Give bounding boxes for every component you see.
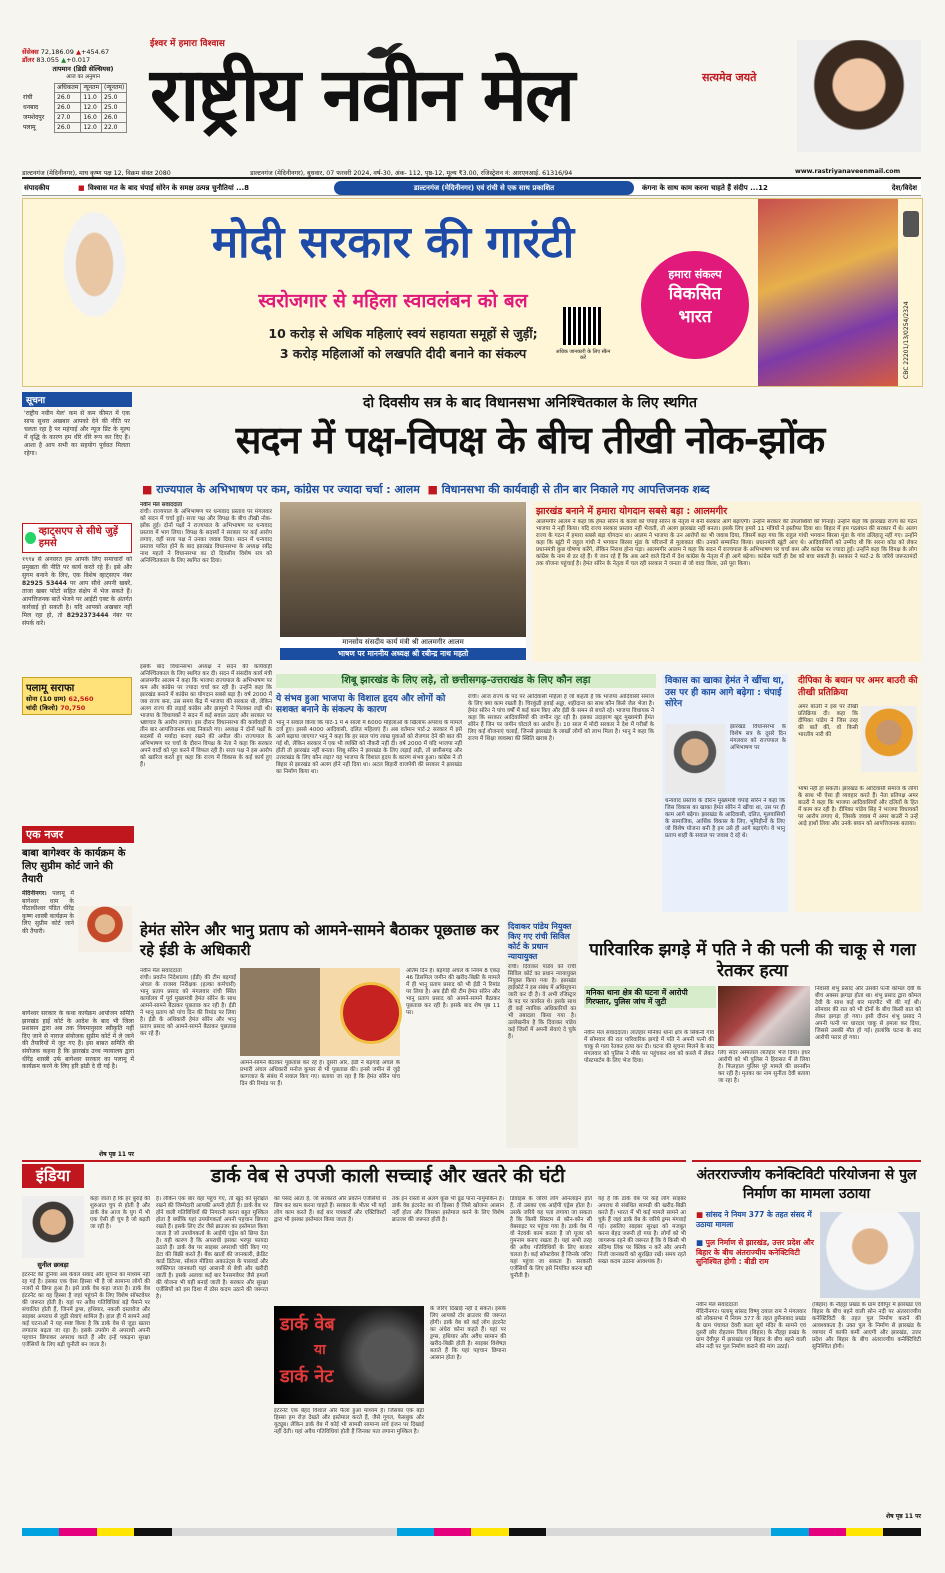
qr-caption: अधिक जानकारी के लिए स्कैन करें [555, 349, 611, 361]
lead-col-1b: इसके बाद विधानसभा अध्यक्ष ने सदन की कार्यवाही अनिश्चितकाल के लिए स्थगित कर दी। सदन में संसदीय कार्य मंत्री आलमगीर आलम ने कहा कि भाजपा राज्यपाल के अभिभाषण पर कम और कांग्रेस पर ज्यादा चर्चा कर रही है। उन्होंने कहा कि झारखंड बनाने में कांग्रेस का योगदान सबसे बड़ा है। वर्ष 2000 में जब राज्य बना, उस समय केंद्र में भाजपा की सरकार थी, लेकिन अलग राज्य की लड़ाई कांग्रेस और झामुमो ने मिलकर लड़ी थी। भाजपा के विधायकों ने सदन में कई सवाल उठाए और सरकार पर भ्रष्टाचार के आरोप लगाए। इस दौरान विधानसभा की कार्यवाही से तीन बार आपत्तिजनक शब्द निकाले गए। अध्यक्ष ने दोनों पक्षों के सदस्यों से मर्यादा बनाए रखने की अपील की। राज्यपाल के अभिभाषण पर चर्चा के दौरान विपक्ष के नेता ने कहा कि सरकार अपने वादों को पूरा करने में विफल रही है। सत्ता पक्ष ने इस आरोप को खारिज करते हुए कहा कि राज्य में विकास के कई कार्य हुए हैं। [140, 664, 272, 768]
notice-title: सूचना [22, 392, 132, 407]
lead-bullet-1: राज्यपाल के अभिभाषण पर कम, कांग्रेस पर ज्यादा चर्चा : आलम [156, 483, 420, 496]
family-headline[interactable]: पारिवारिक झगड़े में पति ने की पत्नी की चाकू से गला रेतकर हत्या [589, 940, 916, 981]
sarafa-box [22, 677, 132, 715]
silver-value: 70,750 [60, 704, 86, 712]
eknazar-dateline: मेदिनीनगर। [22, 890, 47, 897]
temp-header: (न्यूनतम) [102, 84, 127, 93]
temp-min: 12.0 [81, 123, 102, 133]
masthead-motto: सत्यमेव जयते [702, 71, 757, 84]
intl-bullet-1: ■ सांसद ने नियम 377 के तहत संसद में उठाया मामला [696, 1210, 812, 1229]
darkweb-graphic [274, 1306, 424, 1404]
temp-n: 22.0 [102, 123, 127, 133]
temperature-table [22, 83, 127, 133]
diwakar-box: दिवाकर पांडेय नियुक्त किए गए रांची सिविल कोर्ट के प्रधान न्यायायुक्त रांची। दिवाकर पांडेय को रांची सिविल कोर्ट का प्रधान न्यायायुक्त नियुक्त किया गया है। झारखंड हाईकोर्ट ने इस संबंध में अधिसूचना जारी कर दी है। वे अभी रजिस्ट्रार के पद पर कार्यरत थे। इसके साथ ही कई न्यायिक अधिकारियों का भी तबादला किया गया है। उल्लेखनीय है कि दिवाकर पांडेय कई जिलों में अपनी सेवाएं दे चुके हैं। [506, 920, 578, 1148]
continued-label[interactable]: शेष पृष्ठ 11 पर [99, 1151, 134, 1158]
temp-min: 16.0 [81, 113, 102, 123]
lead-byline: नवीन मेल संवाददाता [140, 502, 183, 508]
whatsapp-number[interactable]: 82925 53444 [22, 580, 67, 587]
sarafa-title: पलामू सराफा [26, 683, 75, 694]
temp-n: 25.0 [102, 93, 127, 103]
temperature-note: आज का अनुमान [66, 74, 100, 80]
dollar-change: +0.017 [66, 56, 91, 64]
dateline: डाल्टनगंज (मेदिनीनगर), बुधवार, 07 फरवरी 2024, वर्ष-30, अंक- 112, पृष्ठ-12, मूल्य ₹3.00, रजिस्ट्रेशन नं: आरएनआई. 61316/94 [250, 170, 573, 177]
teaser-right[interactable]: कंगना के साथ काम करना चाहते हैं संदीप ...12 [642, 184, 768, 192]
hemant-ed-photo [240, 968, 400, 1056]
lead-col-1: नवीन मेल संवाददाता रांची। राज्यपाल के अभिभाषण पर धन्यवाद प्रस्ताव पर मंगलवार को सदन में चर्चा हुई। सत्ता पक्ष और विपक्ष के बीच तीखी नोक-झोंक हुई। दोनों पक्षों ने राज्यपाल के अभिभाषण पर धन्यवाद प्रस्ताव में भाग लिया। विपक्ष के सदस्यों ने सरकार पर कई आरोप लगाए, वहीं सत्ता पक्ष ने उनका जवाब दिया। सदन में धन्यवाद प्रस्ताव पारित होने के बाद झारखंड विधानसभा के अध्यक्ष रबींद्र नाथ महतो ने विधानसभा का दो दिवसीय विशेष सत्र को अनिश्चितकाल के लिए स्थगित कर दिया। [140, 502, 272, 564]
ad-subline: स्वरोजगार से महिला स्वावलंबन को बल [258, 290, 528, 312]
vikas-box: विकास का खाका हेमंत ने खींचा था, उस पर ही काम आगे बढ़ेगा : चंपाई सोरेन झारखंड विधानसभा के विशेष सत्र के दूसरे दिन मंगलवार को राज्यपाल के अभिभाषण पर धन्यवाद प्रस्ताव के दौरान मुख्यमंत्री चंपाई सोरेन ने कहा कि जिस विकास का खाका हेमंत सोरेन ने खींचा था, उस पर ही काम आगे बढ़ेगा। झारखंड के आदिवासी, दलित, मूलवासियों के सामाजिक, आर्थिक विकास के लिए, भूमिहीनों के लिए जो विशेष योजना बनी है हम उसे ही आगे बढ़ाएंगे। ये भानु प्रताप शाही के सवाल पर जवाब दे रहे थे। [662, 674, 788, 912]
ad-photo [758, 199, 898, 386]
newspaper-title: राष्ट्रीय नवीन मेल [150, 52, 574, 138]
ad-headline: मोदी सरकार की गारंटी [211, 217, 575, 268]
badge-bottom: भारत [678, 307, 712, 327]
photo-caption-1: मानसोय संसदीय कार्य मंत्री श्री आलमगीर आलम [280, 637, 526, 648]
divider [22, 177, 921, 179]
dollar-value: 83.055 [36, 56, 60, 64]
edition-strip: डाल्टनगंज (मेदिनीनगर) एवं रांची से एक साथ प्रकाशित [334, 181, 634, 195]
temp-max: 26.0 [55, 123, 81, 133]
photo-caption-2: भाषण पर माननीय अध्यक्ष श्री रबीन्द्र नाथ महतो [280, 648, 526, 660]
ad-banner[interactable] [22, 198, 923, 387]
whatsapp-number-2[interactable]: 8292373444 [66, 612, 109, 619]
print-color-bar [22, 1528, 921, 1536]
teaser-strip: संपादकीय ■ विश्वास मत के बाद चंपाई सोरेन के समक्ष उत्पन्न चुनौतियां ...8 डाल्टनगंज (मेदिनीनगर) एवं रांची से एक साथ प्रकाशित कंगना के साथ काम करना चाहते हैं संदीप ...12 देश/विदेश [22, 181, 921, 196]
deepika-headline[interactable]: दीपिका के बयान पर अमर बाउरी की तीखी प्रतिक्रिया [798, 676, 918, 698]
temperature-title: तापमान (डिग्री सेल्सियस) [52, 65, 114, 73]
eknazar-title: एक नजर [22, 826, 134, 843]
website: www.rastriyanaveenmail.com [795, 168, 901, 175]
temp-city: जमशेदपुर [23, 113, 45, 121]
ad-portrait [23, 199, 153, 386]
teaser-left[interactable]: विश्वास मत के बाद चंपाई सोरेन के समक्ष उत्पन्न चुनौतियां ...8 [88, 184, 249, 192]
darkweb-headline[interactable]: डार्क वेब से उपजी काली सच्चाई और खतरे की घंटी [211, 1165, 565, 1187]
section-left: संपादकीय [24, 184, 50, 192]
darkweb-graphic-line2: या [314, 1342, 326, 1358]
shibu-headline-bar [276, 674, 656, 688]
hemant-headline[interactable]: हेमंत सोरेन और भानु प्रताप को आमने-सामने बैठाकर पूछताछ कर रहे ईडी के अधिकारी [140, 921, 499, 959]
intl-headline[interactable]: अंतरराज्जीय कनेक्टिविटी परियोजना से पुल निर्माण का मामला उठाया [696, 1167, 917, 1202]
ed-logo-icon [340, 982, 402, 1044]
badge-top: हमारा संकल्प [668, 268, 722, 281]
badge-mid: विकसित [668, 284, 722, 304]
sensex-value: 72,186.09 [40, 48, 74, 56]
left-column: सूचना 'राष्ट्रीय नवीन मेल' कम से कम कीमत में एक साफ सुथरा अखबार आपको देने की नीति पर चलता रहा है पर महंगाई और न्यूज प्रिंट के मूल्य में वृद्धि के कारण हम धीरे धीरे रूप कर दिए हैं। आशा है आप सभी का सहयोग पूर्ववत मिलता रहेगा। व्हाट्सएप से सीधे जुड़ें हमसे १९९४ से अनवरत हम आपके लिए समाचारों को प्रमुखता की नीति पर कार्य करते रहे हैं। इसे और सुगम बनाने के लिए, एक विशेष व्हाट्सएप नंबर 82925 53444 पर आप सीधे अपनी खबरें, ताजा खबर फोटो सहित संक्षेप में भेज सकते हैं। आपत्तिजनक बातें भेजने पर आईटी एक्ट के अंतर्गत कार्रवाई हो सकती है। यदि आपको अखबार नहीं मिल रहा हो, तो 8292373444 नंबर पर संपर्क करें। पलामू सराफा सोना (10 ग्राम) 62,560 चांदी (किलो) 70,750 [22, 392, 132, 812]
temp-max: 26.0 [55, 103, 81, 113]
india-section-label: इंडिया [22, 1164, 84, 1188]
lead-bullet-2: विधानसभा की कार्यवाही से तीन बार निकाले गए आपत्तिजनक शब्द [441, 483, 710, 496]
temp-city: धनबाद [23, 103, 39, 111]
whatsapp-title: व्हाट्सएप से सीधे जुड़ें हमसे [38, 526, 119, 549]
champai-photo [665, 724, 725, 794]
intl-bullet-1-text: सांसद ने नियम 377 के तहत संसद में उठाया मामला [696, 1210, 812, 1229]
divider [692, 1160, 921, 1162]
eknazar-headline[interactable]: बाबा बागेश्वर के कार्यक्रम के लिए सुप्रीम कोर्ट जाने की तैयारी [22, 848, 126, 885]
amar-photo [861, 706, 917, 772]
temp-header: न्यूनतम [81, 84, 102, 93]
author-photo [22, 1196, 84, 1258]
knife-photo [718, 986, 810, 1046]
bageshwar-photo [78, 906, 132, 952]
shibu-headline[interactable]: शिबू झारखंड के लिए लड़े, तो छत्तीसगढ़-उत्तराखंड के लिए कौन लड़ा [341, 675, 591, 686]
eknazar-column: एक नजर बाबा बागेश्वर के कार्यक्रम के लिए सुप्रीम कोर्ट जाने की तैयारी मेदिनीनगर। पलामू में बागेश्वर धाम के पीठाधीश्वर पंडित धीरेंद्र कृष्ण शास्त्री कार्यक्रम के लिए सुप्रीम कोर्ट जाने की तैयारी। बागेश्वर सरकार के कथा कार्यक्रम आयोजन समिति झारखंड हाई कोर्ट के आदेश के बाद भी जिला प्रशासन द्वारा अब तक नियमानुसार स्वीकृति नहीं दिए जाने से नाराज संयोजक सुप्रीम कोर्ट में ले जाने की तैयारियों में जुट गए हैं। इस बाबत समिति की संयोजक कहना है कि झारखंड उच्च न्यायालय द्वारा धीरेंद्र शास्त्री उर्फ बागेश्वर सरकार का पलामू में कार्यक्रम करने के लिए हरि झंडी दे दी गई है। शेष पृष्ठ 11 पर [22, 828, 134, 1158]
intl-bullet-2-text: पुल निर्माण से झारखंड, उत्तर प्रदेश और बिहार के बीच अंतराज्यीय कनेक्टिविटी सुनिश्चित होगी : बीडी राम [696, 1238, 814, 1266]
intl-bullet-2: ■ पुल निर्माण से झारखंड, उत्तर प्रदेश और बिहार के बीच अंतराज्यीय कनेक्टिविटी सुनिश्चित होगी : बीडी राम [696, 1238, 814, 1266]
alamgir-box: झारखंड बनाने में हमारा योगदान सबसे बड़ा : आलमगीर आलमगीर आलम ने कहा कि हेमंत सोरेन के कार्यों को चंपाई सोरेन के नेतृत्व में बनी सरकार आगे बढ़ाएगी। उन्होंने सरकार की उपलब्धियों को गिनाई। उन्होंने कहा कि झारखंड राज्य का गठन भाजपा ने नहीं किया। यदि राज्य सरकार प्रस्ताव नहीं भेजती, तो अलग झारखंड नहीं बनता। इसके लिए हमारे 11 मंत्रियों ने इस्तीफा दिया था। बिहार में हम गठबंधन की सरकार में थे। अलग राज्य के गठन में हमारा सबसे बड़ा योगदान था। आलम ने भाजपा के उन आरोपों का भी जवाब दिया, जिसमें कहा गया कि राहुल गांधी भगवान बिरसा मुंडा के गांव उलिहातू नहीं गए। उन्होंने कहा कि खूंटी में राहुल गांधी ने भगवान बिरसा मुंडा के परिजनों से मुलाकात की। उनको सम्मानित किया। प्रधानमंत्री खूंटी आए थे। आदिवासियों को उम्मीद थी कि सरना कोड को लेकर प्रधानमंत्री कुछ घोषणा करेंगे, लेकिन निराश होना पड़ा। आलमगीर आलम ने कहा कि सदन में राज्यपाल के अभिभाषण पर चर्चा कम और कांग्रेस पर ज्यादा हुई। उन्होंने कहा कि विपक्ष के लोग कांग्रेस के नाम से डर रहे हैं। ये जान रहे हैं कि अब आने वाले दिनों में देश कांग्रेस के नेतृत्व में ही आगे बढ़ेगा। कांग्रेस पार्टी ही देश को बचा सकती है। सरकार ने फार्ट-2 के जरिये जरूरतमंदों तक योजना पहुंचाई है। हेमंत सोरेन के नेतृत्व में चल रही सरकार ने जनता से जो वादा किया, उसे पूरा किया। [532, 502, 921, 662]
left-dateline: डाल्टनगंज (मेदिनीनगर), माघ कृष्ण पक्ष 12, विक्रम संवत 2080 [22, 170, 171, 177]
temp-max: 26.0 [55, 93, 81, 103]
darkweb-graphic-line1: डार्क वेब [280, 1314, 335, 1335]
ad-code: CBC 22201/13/0254/2324 [903, 301, 910, 379]
assembly-photo [280, 502, 526, 660]
whatsapp-box[interactable] [22, 523, 132, 553]
sensex-change: +454.67 [80, 48, 110, 56]
notice-body: 'राष्ट्रीय नवीन मेल' कम से कम कीमत में एक साफ सुथरा अखबार आपको देने की नीति पर चलता रहा है पर महंगाई और न्यूज प्रिंट के मूल्य में वृद्धि के कारण हम धीरे धीरे रूप कर दिए हैं। आशा है आप सभी का सहयोग पूर्ववत मिलता रहेगा। [24, 410, 130, 457]
section-right: देश/विदेश [891, 184, 917, 192]
dollar-label: डॉलर [22, 56, 35, 64]
darkweb-graphic-line3: डार्क नेट [280, 1366, 334, 1387]
whatsapp-icon [25, 532, 36, 544]
gold-label: सोना (10 ग्राम) [26, 695, 67, 703]
lead-bullets: ■ राज्यपाल के अभिभाषण पर कम, कांग्रेस पर ज्यादा चर्चा : आलम ■ विधानसभा की कार्यवाही से तीन बार निकाले गए आपत्तिजनक शब्द [142, 483, 710, 496]
temp-city: रांची [23, 93, 33, 101]
gold-value: 62,560 [68, 695, 94, 703]
author-name: सुनील छावड़ा [37, 1261, 69, 1269]
temp-n: 25.0 [102, 103, 127, 113]
temp-max: 27.0 [55, 113, 81, 123]
family-subhead: मनिका थाना क्षेत्र की घटना में आरोपी गिरफ्तार, पुलिस जांच में जुटी [584, 986, 716, 1008]
market-box: सेंसेक्स 72,186.09 ▲+454.67 डॉलर 83.055 ▲+0.017 तापमान (डिग्री सेल्सियस) आज का अनुमान अधिकतम न्यूनतम (न्यूनतम) रांची 26.0 11.0 25.0 धनबाद 26.0 12.0 25.0 जमशेदपुर 27.0 16.0 26.0 पलामू 26.0 12.0 22.0 [22, 48, 144, 133]
temp-city: पलामू [23, 123, 36, 131]
divider [22, 1160, 686, 1162]
bd-ram-photo [820, 1212, 920, 1298]
diwakar-headline[interactable]: दिवाकर पांडेय नियुक्त किए गए रांची सिविल कोर्ट के प्रधान न्यायायुक्त [508, 922, 572, 961]
columnist-photo [797, 40, 921, 152]
temp-header: अधिकतम [55, 84, 81, 93]
temp-n: 26.0 [102, 113, 127, 123]
shibu-subhead: ये संभव हुआ भाजपा के विशाल हृदय और लोगों को सशक्त बनाने के संकल्प के कारण [276, 694, 446, 715]
temp-min: 11.0 [81, 93, 102, 103]
masthead-tagline: ईश्वर में हमारा विश्वास [150, 39, 225, 49]
silver-label: चांदी (किलो) [26, 704, 58, 712]
intl-continued[interactable]: शेष पृष्ठ 11 पर [886, 1513, 921, 1520]
sensex-label: सेंसेक्स [22, 48, 39, 56]
lead-kicker: दो दिवसीय सत्र के बाद विधानसभा अनिश्चितकाल के लिए स्थगित [363, 395, 697, 411]
lead-headline[interactable]: सदन में पक्ष-विपक्ष के बीच तीखी नोक-झोंक [235, 418, 825, 462]
deepika-box: दीपिका के बयान पर अमर बाउरी की तीखी प्रतिक्रिया अमर बाउरी ने इस पर तीखी प्रतिक्रिया दी। कहा कि दीपिका पांडेय ने जिस तरह की बातें कीं, वो किसी भारतीय नारी की भाषा नहीं हो सकती। झारखंड के आदिवासी समाज के लोगों के साथ भी ऐसा ही व्यवहार करते हैं। नेता प्रतिपक्ष अमर बाउरी ने कहा कि भाजपा आदिवासियों और दलितों के हित में काम कर रही है। दीपिका पांडेय सिंह ने भाजपा विधायकों पर आरोप लगाए थे, जिसके जवाब में अमर बाउरी ने उन्हें आड़े हाथों लिया और उनके बयान को आपत्तिजनक बताया। [795, 674, 921, 912]
sankalp-badge [641, 251, 749, 359]
ad-line1: 10 करोड़ से अधिक महिलाएं स्वयं सहायता समूहों से जुड़ीं; [268, 326, 538, 341]
alamgir-headline[interactable]: झारखंड बनाने में हमारा योगदान सबसे बड़ा : आलमगीर [536, 506, 728, 517]
temp-min: 12.0 [81, 103, 102, 113]
emblem-icon [903, 211, 919, 237]
vikas-headline[interactable]: विकास का खाका हेमंत ने खींचा था, उस पर ही काम आगे बढ़ेगा : चंपाई सोरेन [665, 676, 785, 709]
ad-line2: 3 करोड़ महिलाओं को लखपति दीदी बनाने का संकल्प [279, 346, 527, 361]
qr-code-icon[interactable] [563, 307, 601, 345]
